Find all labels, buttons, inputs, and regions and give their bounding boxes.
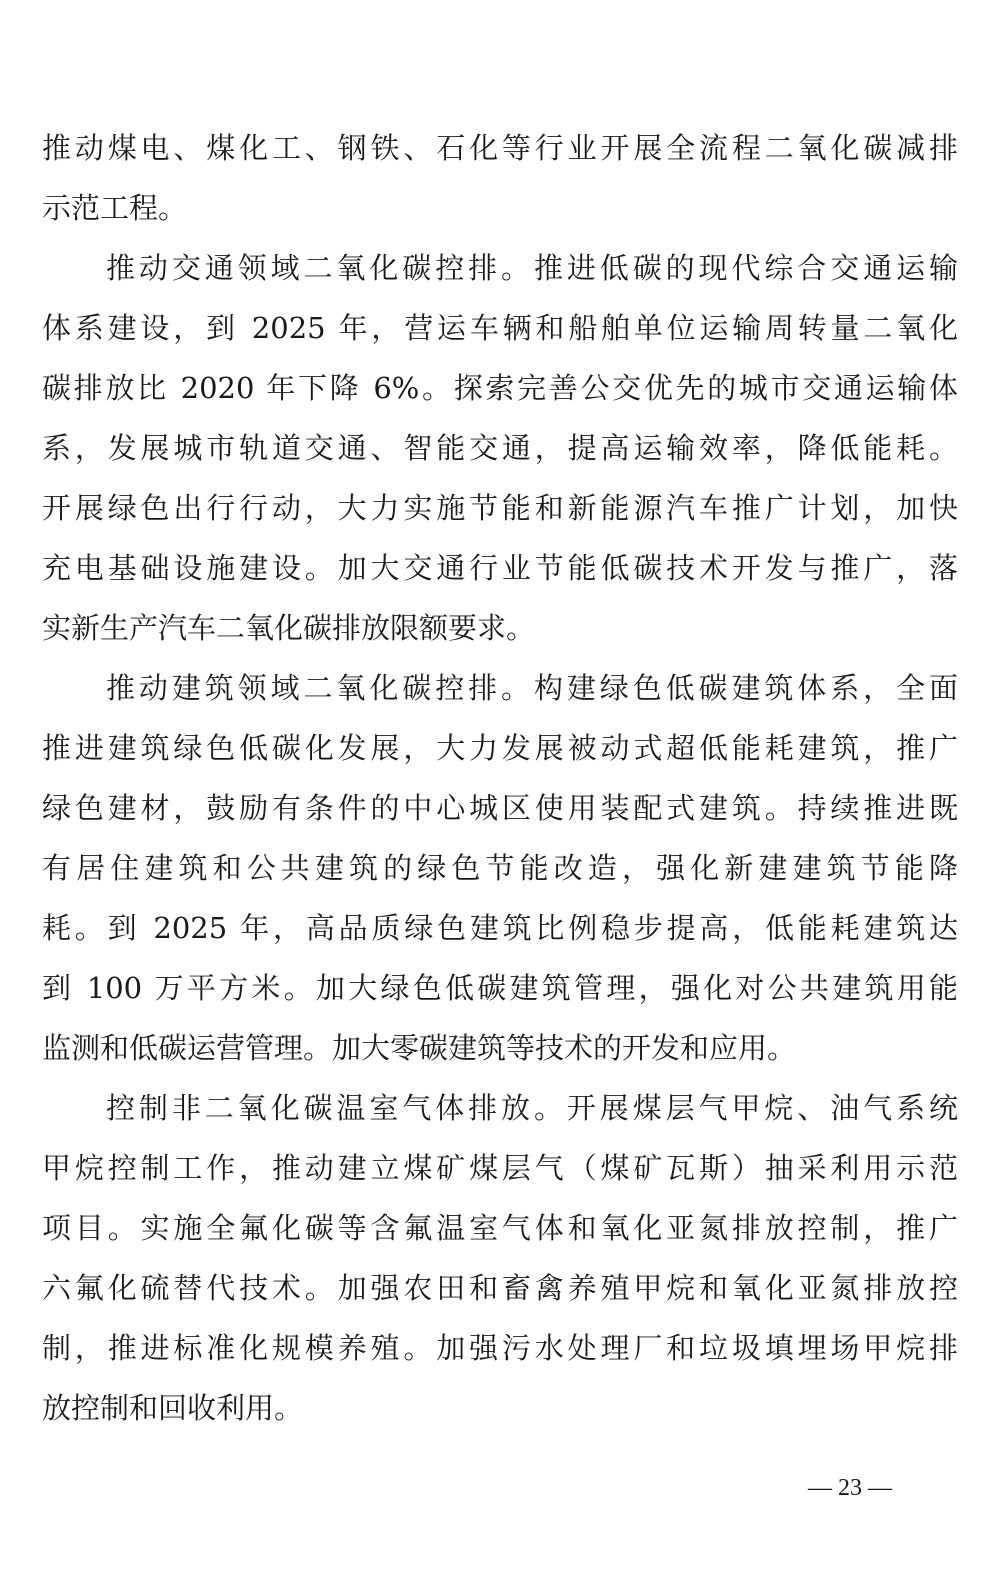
paragraph-buildings (42, 658, 958, 1078)
text-line: 到 100 万平方米。加大绿色低碳建筑管理，强化对公共建筑用能 (42, 971, 958, 1005)
text-line: 系，发展城市轨道交通、智能交通，提高运输效率，降低能耗。 (42, 431, 958, 465)
text-line: 绿色建材，鼓励有条件的中心城区使用装配式建筑。持续推进既 (42, 791, 958, 825)
text-line: 甲烷控制工作，推动建立煤矿煤层气（煤矿瓦斯）抽采利用示范 (42, 1151, 958, 1185)
text-line: 推动建筑领域二氧化碳控排。构建绿色低碳建筑体系，全面 (106, 671, 958, 705)
body-text (42, 118, 958, 1438)
text-line: 充电基础设施建设。加大交通行业节能低碳技术开发与推广，落 (42, 551, 958, 585)
text-line: 放控制和回收利用。 (42, 1391, 304, 1425)
text-line: 示范工程。 (42, 191, 188, 225)
text-line: 体系建设，到 2025 年，营运车辆和船舶单位运输周转量二氧化 (42, 311, 958, 345)
text-line: 有居住建筑和公共建筑的绿色节能改造，强化新建建筑节能降 (42, 851, 958, 885)
text-line: 六氟化硫替代技术。加强农田和畜禽养殖甲烷和氧化亚氮排放控 (42, 1271, 958, 1305)
text-line: 实新生产汽车二氧化碳排放限额要求。 (42, 611, 536, 645)
paragraph-non-co2-gases (42, 1078, 958, 1438)
page-number: — 23 — (808, 1475, 892, 1501)
text-line: 碳排放比 2020 年下降 6%。探索完善公交优先的城市交通运输体 (42, 371, 958, 405)
text-line: 控制非二氧化碳温室气体排放。开展煤层气甲烷、油气系统 (106, 1091, 958, 1125)
text-line: 推进建筑绿色低碳化发展，大力发展被动式超低能耗建筑，推广 (42, 731, 958, 765)
text-line: 开展绿色出行行动，大力实施节能和新能源汽车推广计划，加快 (42, 491, 958, 525)
text-line: 项目。实施全氟化碳等含氟温室气体和氧化亚氮排放控制，推广 (42, 1211, 958, 1245)
text-line: 推动交通领域二氧化碳控排。推进低碳的现代综合交通运输 (106, 251, 958, 285)
paragraph-continuation (42, 118, 958, 238)
text-line: 制，推进标准化规模养殖。加强污水处理厂和垃圾填埋场甲烷排 (42, 1331, 958, 1365)
paragraph-transport (42, 238, 958, 658)
text-line: 推动煤电、煤化工、钢铁、石化等行业开展全流程二氧化碳减排 (42, 131, 958, 165)
text-line: 耗。到 2025 年，高品质绿色建筑比例稳步提高，低能耗建筑达 (42, 911, 958, 945)
text-line: 监测和低碳运营管理。加大零碳建筑等技术的开发和应用。 (42, 1031, 797, 1065)
